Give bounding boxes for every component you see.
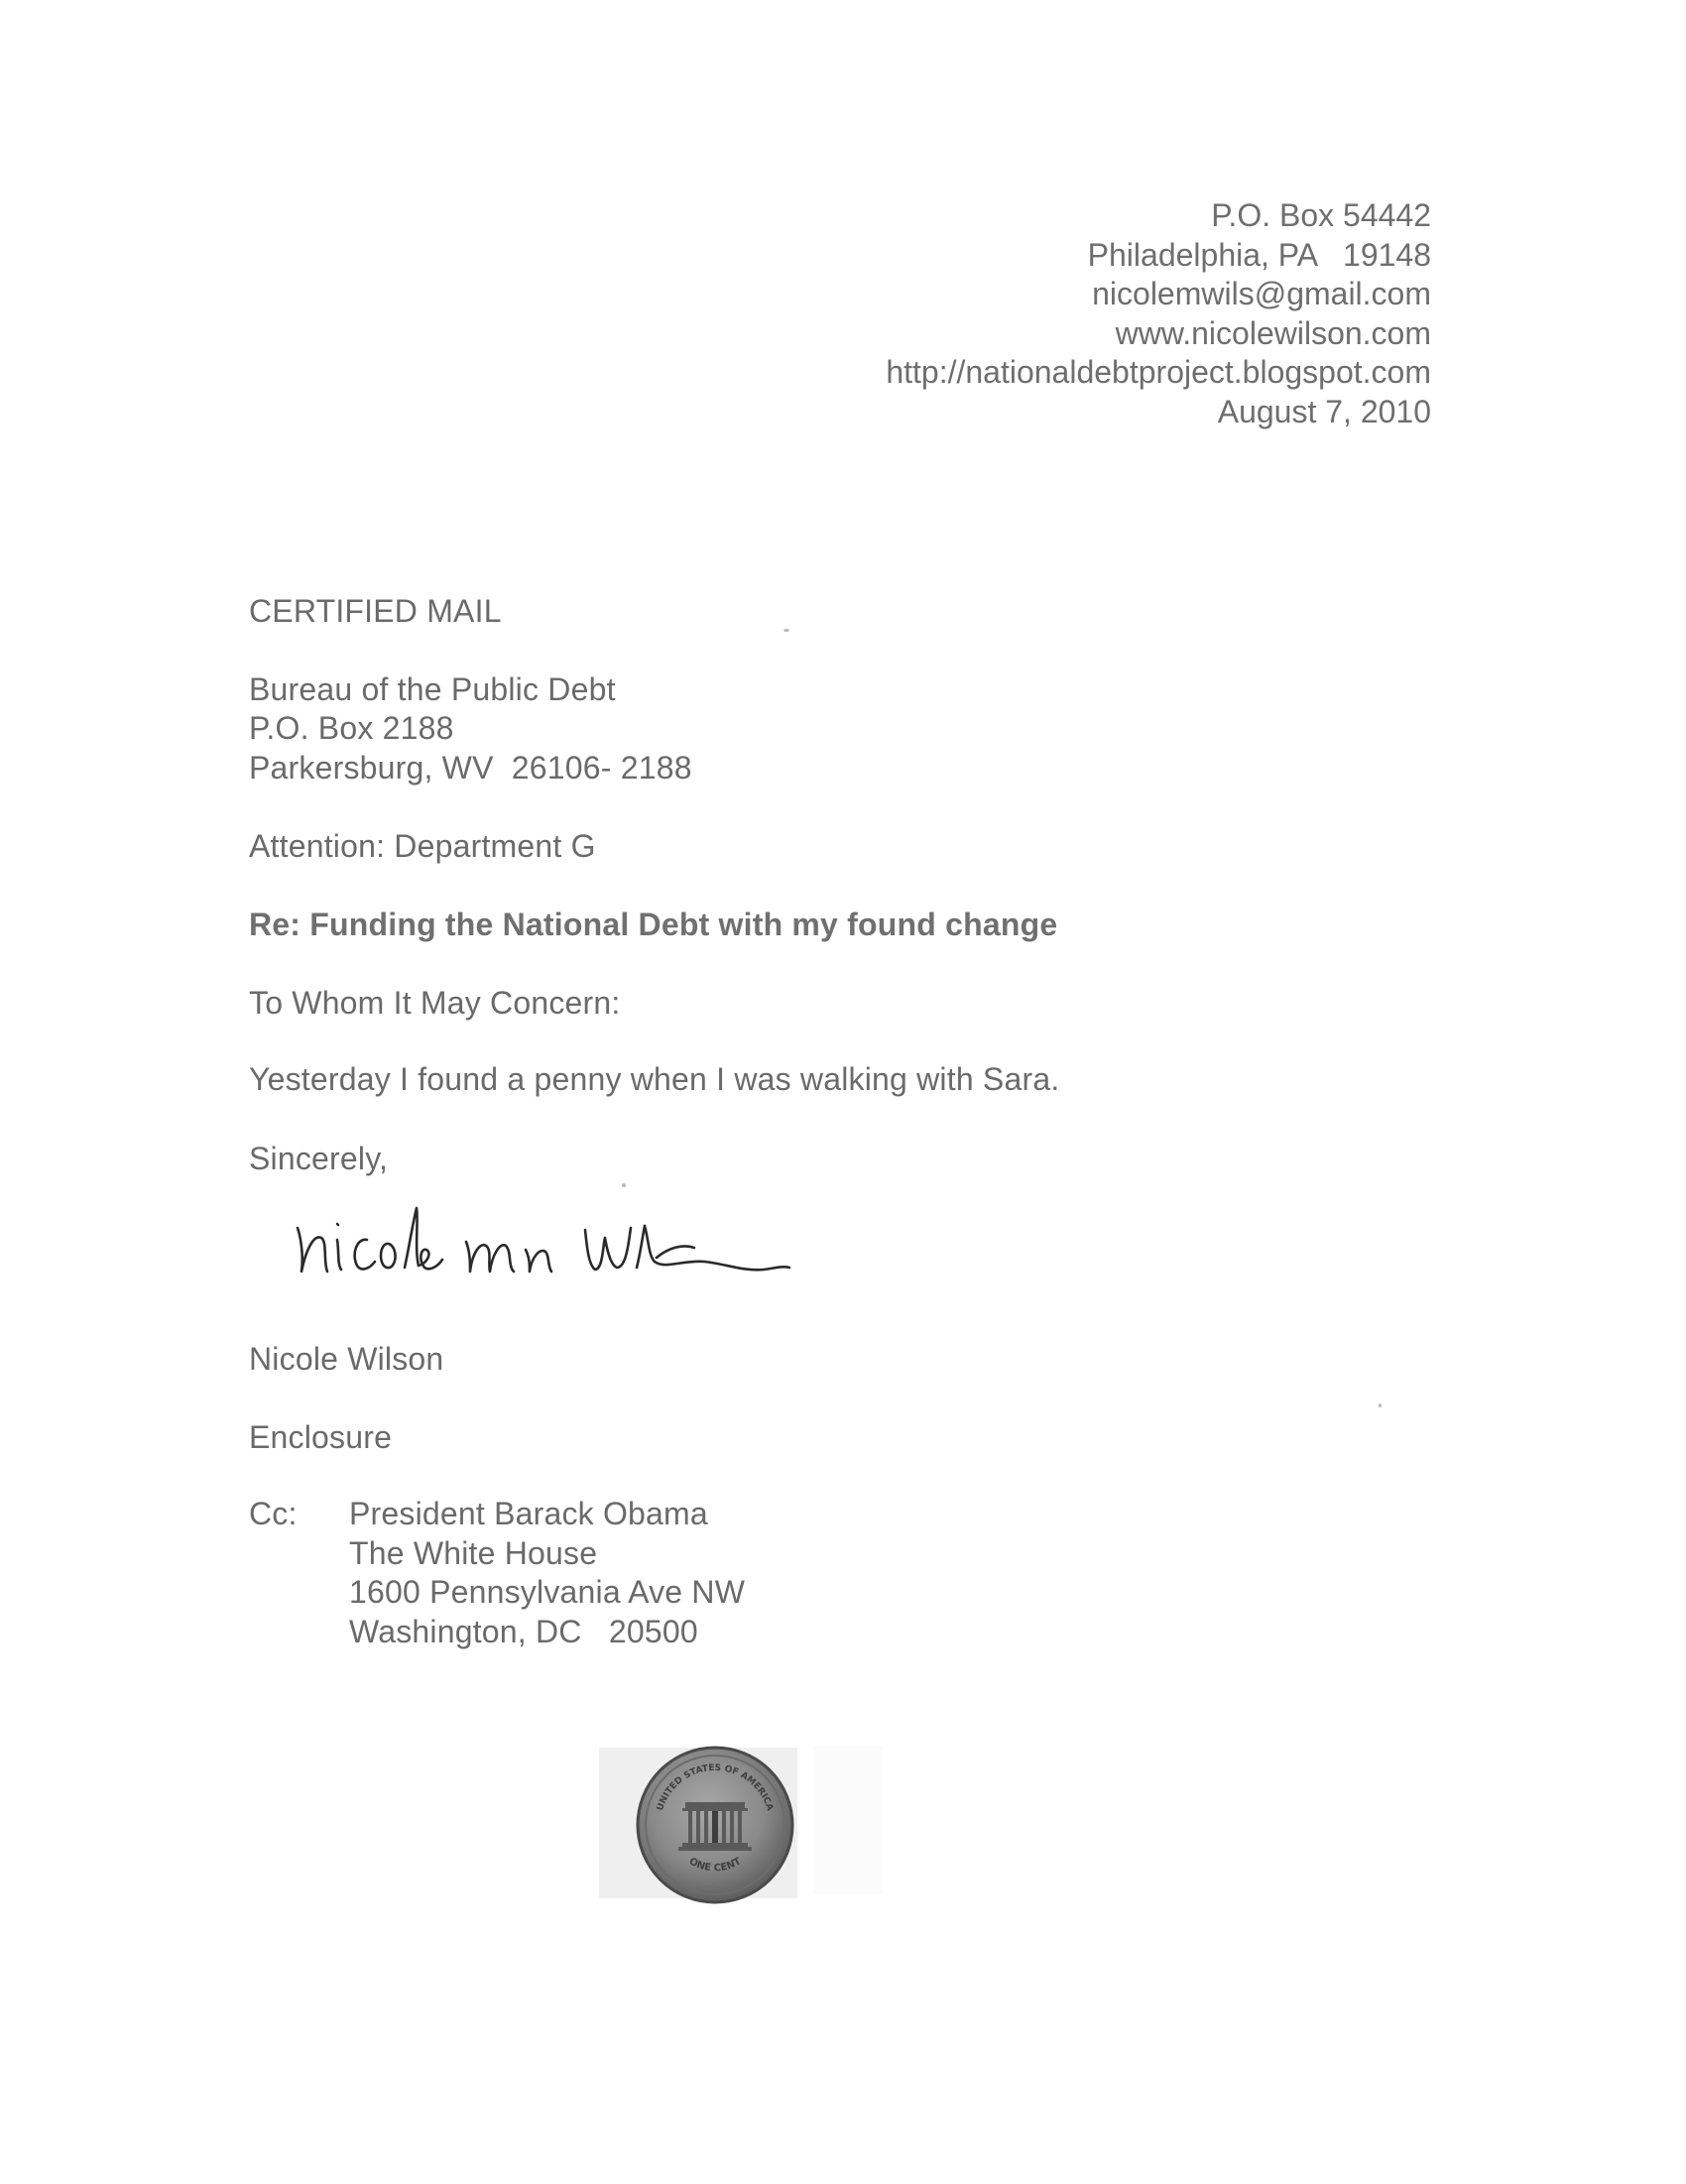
sender-address-block	[886, 196, 1431, 431]
sender-blog-url: http://nationaldebtproject.blogspot.com	[886, 354, 1431, 390]
handwritten-signature	[288, 1180, 803, 1299]
salutation: To Whom It May Concern:	[249, 985, 621, 1021]
signer-name: Nicole Wilson	[249, 1341, 444, 1377]
cc-recipient-org: The White House	[349, 1535, 598, 1571]
attention-line: Attention: Department G	[249, 828, 596, 864]
penny-top-text: UNITED STATES OF AMERICA	[656, 1762, 775, 1812]
cc-recipient-street: 1600 Pennsylvania Ave NW	[349, 1574, 746, 1610]
recipient-name: Bureau of the Public Debt	[249, 671, 616, 707]
recipient-city-state-zip: Parkersburg, WV 26106- 2188	[249, 750, 692, 786]
sender-city-state-zip: Philadelphia, PA 19148	[1087, 236, 1431, 273]
cc-label: Cc:	[249, 1496, 298, 1531]
scan-speck	[622, 1183, 626, 1187]
sender-website: www.nicolewilson.com	[1115, 314, 1431, 351]
letter-body: Yesterday I found a penny when I was walking with Sara.	[249, 1061, 1060, 1097]
scan-speck	[1379, 1403, 1382, 1407]
sender-email: nicolemwils@gmail.com	[1092, 276, 1431, 311]
enclosure-note: Enclosure	[249, 1419, 393, 1455]
penny-bottom-text: ONE CENT	[686, 1856, 744, 1875]
sender-po-box: P.O. Box 54442	[1211, 197, 1431, 233]
certified-mail-label: CERTIFIED MAIL	[249, 593, 502, 629]
letter-date: August 7, 2010	[1217, 393, 1431, 429]
cc-recipient-name: President Barack Obama	[349, 1496, 708, 1531]
cc-recipient-city: Washington, DC 20500	[349, 1614, 698, 1649]
closing: Sincerely,	[249, 1141, 389, 1176]
recipient-po-box: P.O. Box 2188	[249, 710, 454, 746]
penny-coin-icon	[631, 1741, 799, 1909]
subject-line: Re: Funding the National Debt with my found change	[249, 907, 1058, 942]
tape-strip-right	[813, 1746, 883, 1894]
scan-speck	[783, 629, 789, 632]
